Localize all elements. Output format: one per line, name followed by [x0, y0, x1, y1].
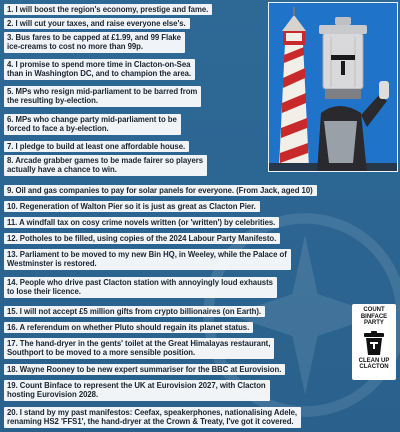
pledge-item: 14. People who drive past Clacton station with annoyingly loud exhausts to lose their licence. — [4, 277, 277, 298]
pledge-item: 13. Parliament to be moved to my new Bin HQ, in Weeley, while the Palace of Westminster is restored. — [4, 249, 291, 270]
pledge-item: 6. MPs who change party mid-parliament to be forced to face a by-election. — [4, 114, 181, 135]
pledge-item: 4. I promise to spend more time in Clacton-on-Sea than in Washington DC, and to champion the area. — [4, 59, 195, 80]
pledge-item: 3. Bus fares to be capped at £1.99, and 99 Flake ice-creams to cost no more than 99p. — [4, 32, 185, 53]
pledge-item: 1. I will boost the region's economy, prestige and fame. — [4, 4, 212, 15]
bin-icon — [363, 331, 385, 355]
logo-top-line-3: PARTY — [364, 320, 384, 327]
pledge-item: 10. Regeneration of Walton Pier so it is just as great as Clacton Pier. — [4, 201, 260, 212]
pledge-item: 19. Count Binface to represent the UK at Eurovision 2027, with Clacton hosting Eurovision 2028. — [4, 380, 270, 401]
pledge-item: 11. A windfall tax on cosy crime novels written (or 'written') by celebrities. — [4, 217, 279, 228]
pledge-item: 18. Wayne Rooney to be new expert summariser for the BBC at Eurovision. — [4, 364, 285, 375]
pledge-item: 12. Potholes to be filled, using copies of the 2024 Labour Party Manifesto. — [4, 233, 280, 244]
pledge-item: 17. The hand-dryer in the gents' toilet at the Great Himalayas restaurant, Southport to be moved to a more sensible position. — [4, 338, 274, 359]
pledge-item: 2. I will cut your taxes, and raise everyone else's. — [4, 18, 190, 29]
pledge-item: 16. A referendum on whether Pluto should regain its planet status. — [4, 322, 253, 333]
party-logo — [352, 304, 396, 380]
logo-bottom-line-2: CLACTON — [359, 364, 389, 371]
candidate-photo — [268, 2, 398, 172]
pledge-item: 8. Arcade grabber games to be made fairer so players actually have a chance to win. — [4, 155, 207, 176]
pledge-item: 9. Oil and gas companies to pay for solar panels for everyone. (From Jack, aged 10) — [4, 185, 317, 196]
pledge-item: 20. I stand by my past manifestos: Ceefax, speakerphones, nationalising Adele, renaming HS2 'FFS1', the hand-dryer at the Crown & Treaty, I've got it covered. — [4, 407, 301, 428]
logo-top-line-1: COUNT — [363, 307, 385, 313]
logo-bottom-line-1: CLEAN UP — [358, 357, 390, 364]
pledge-item: 5. MPs who resign mid-parliament to be barred from the resulting by-election. — [4, 86, 201, 107]
pledge-item: 7. I pledge to build at least one affordable house. — [4, 141, 189, 152]
pledge-item: 15. I will not accept £5 million gifts from crypto billionaires (on Earth). — [4, 306, 265, 317]
logo-top-line-2: BINFACE — [360, 313, 388, 320]
